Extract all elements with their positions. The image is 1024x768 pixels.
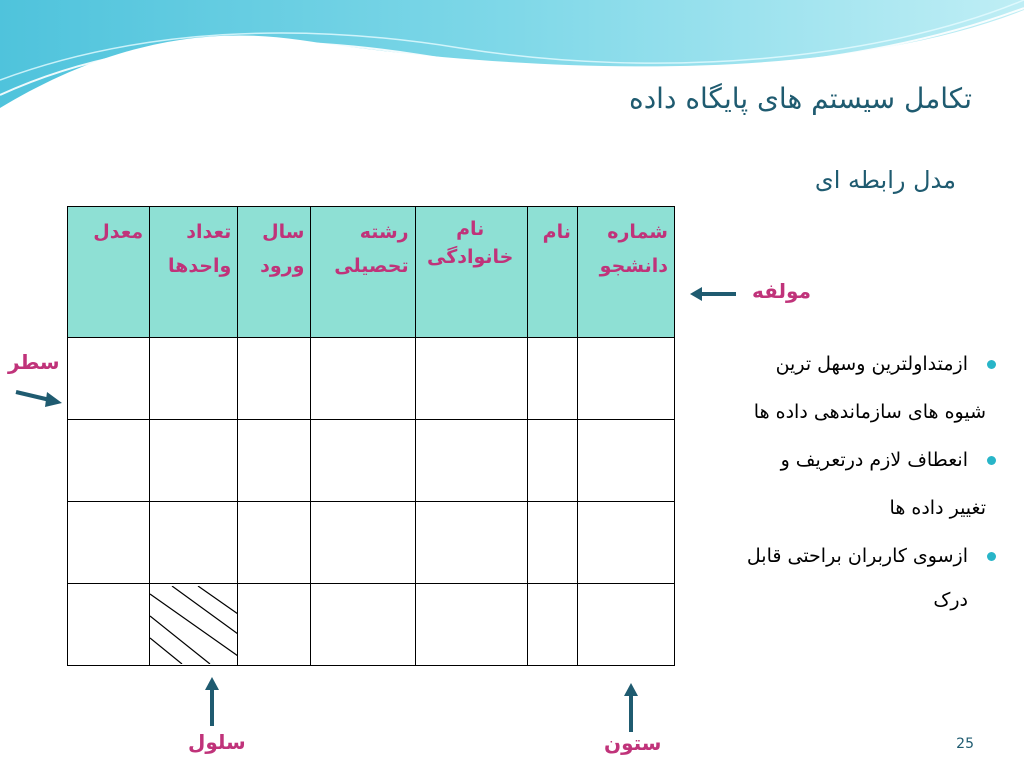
header-text: واحدها <box>168 255 232 277</box>
arrow-up-icon <box>204 676 220 728</box>
header-text: نام <box>542 221 571 243</box>
header-cell-units <box>150 207 238 338</box>
table-cell <box>527 501 577 583</box>
header-text: تحصیلی <box>334 255 409 277</box>
table-cell <box>150 419 238 501</box>
table-row <box>68 337 675 419</box>
table-cell <box>68 583 150 665</box>
header-text: شماره <box>607 221 668 243</box>
bullet-item <box>694 436 994 532</box>
slide-title: تکامل سیستم های پایگاه داده <box>629 82 972 115</box>
table-cell <box>527 583 577 665</box>
bullet-text: ازمتداولترین وسهل ترین <box>775 353 968 375</box>
table-cell <box>68 337 150 419</box>
table-cell <box>311 501 415 583</box>
table-cell <box>577 501 674 583</box>
table-cell <box>311 583 415 665</box>
header-text: سال <box>262 221 305 243</box>
header-cell-family-name <box>415 207 527 338</box>
component-label: مولفه <box>752 279 811 303</box>
bullet-text: تغییر داده ها <box>889 497 986 519</box>
cell-label: سلول <box>188 730 246 754</box>
table-cell <box>150 501 238 583</box>
header-cell-entry-year <box>238 207 311 338</box>
table-cell <box>577 583 674 665</box>
header-cell-name <box>527 207 577 338</box>
header-text: معدل <box>93 221 144 243</box>
slide-subtitle: مدل رابطه ای <box>814 166 956 194</box>
table-cell <box>577 337 674 419</box>
table-cell <box>577 419 674 501</box>
row-label: سطر <box>8 350 60 374</box>
bullet-item <box>694 340 994 436</box>
page-number: 25 <box>956 736 974 752</box>
column-label: ستون <box>604 731 662 755</box>
table-header-row <box>68 207 675 338</box>
table-cell <box>415 583 527 665</box>
table-cell <box>238 337 311 419</box>
header-text: تعداد <box>186 221 232 243</box>
hatched-cell-illustration <box>150 586 238 664</box>
bullet-dot-icon <box>987 552 996 561</box>
table-cell <box>311 337 415 419</box>
arrow-right-icon <box>14 386 64 410</box>
table-cell <box>238 583 311 665</box>
table-cell <box>311 419 415 501</box>
bullet-text: ازسوی کاربران براحتی قابل <box>746 545 968 567</box>
table-row <box>68 419 675 501</box>
bullet-list <box>694 340 994 620</box>
header-text: رشته <box>359 221 409 243</box>
table-cell <box>527 337 577 419</box>
table-cell <box>150 337 238 419</box>
header-cell-gpa <box>68 207 150 338</box>
table-cell <box>68 419 150 501</box>
arrow-up-icon <box>623 682 639 734</box>
header-text: دانشجو <box>599 255 668 277</box>
table-cell <box>527 419 577 501</box>
bullet-text: درک <box>933 589 968 611</box>
bullet-text: انعطاف لازم درتعریف و <box>780 449 968 471</box>
table-cell <box>68 501 150 583</box>
bullet-dot-icon <box>987 456 996 465</box>
bullet-dot-icon <box>987 360 996 369</box>
table-cell <box>415 419 527 501</box>
table-cell <box>238 419 311 501</box>
header-text: خانوادگی <box>426 246 514 268</box>
table-cell <box>415 501 527 583</box>
arrow-left-icon <box>688 286 740 302</box>
header-cell-student-number <box>577 207 674 338</box>
header-cell-major <box>311 207 415 338</box>
bullet-text: شیوه های سازماندهی داده ها <box>753 401 986 423</box>
bullet-item <box>694 532 994 620</box>
table-cell <box>238 501 311 583</box>
table-cell <box>415 337 527 419</box>
header-text: ورود <box>260 255 305 277</box>
header-text: نام <box>456 218 485 240</box>
table-row <box>68 501 675 583</box>
